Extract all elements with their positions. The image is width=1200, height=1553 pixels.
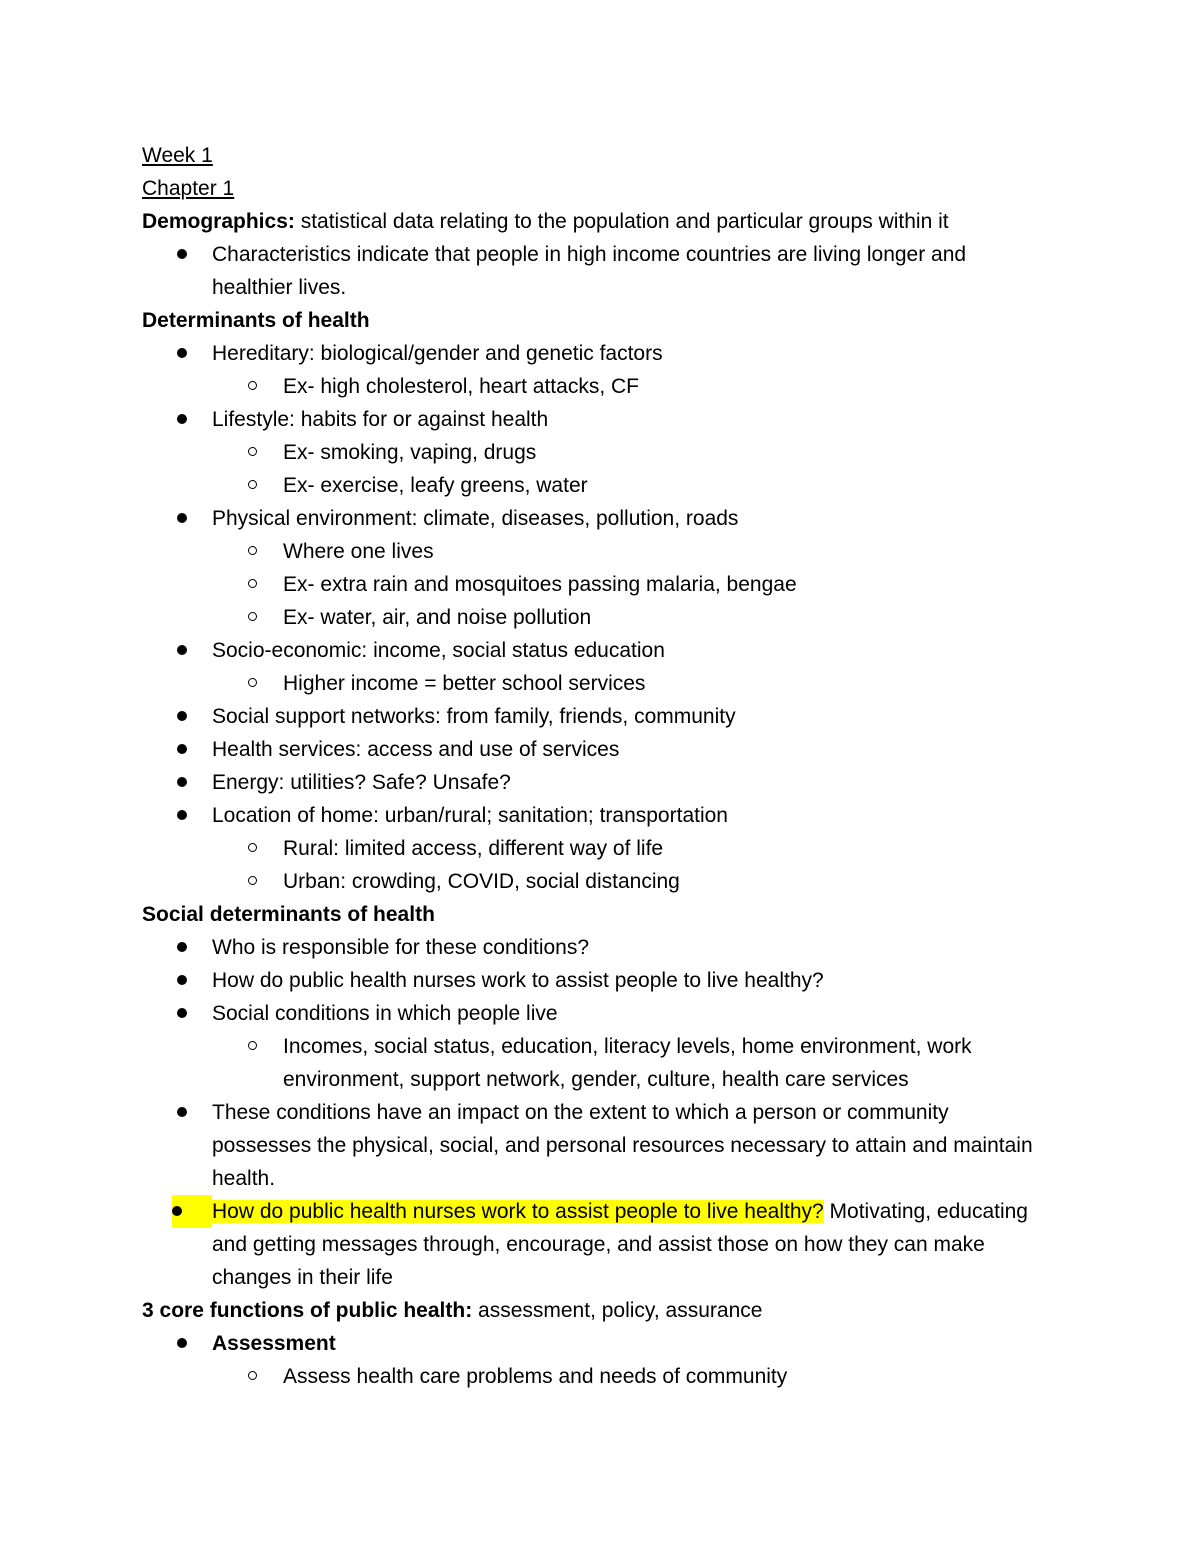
physical-sub-3: Ex- water, air, and noise pollution <box>283 606 592 629</box>
demographics-definition <box>142 205 949 238</box>
location-sub-2: Urban: crowding, COVID, social distancing <box>283 870 680 893</box>
bullet-disc-icon <box>177 337 189 370</box>
hereditary-item: Hereditary: biological/gender and genetic factors <box>212 342 663 365</box>
bullet-disc-icon <box>177 799 189 832</box>
assessment-item: Assessment <box>212 1332 336 1355</box>
social-conditions-item: Social conditions in which people live <box>212 1002 558 1025</box>
impact-line-2: possesses the physical, social, and personal resources necessary to attain and maintain <box>212 1134 1033 1157</box>
bullet-disc-icon <box>177 403 189 436</box>
social-conditions-sub-line1: Incomes, social status, education, literacy levels, home environment, work <box>283 1035 972 1058</box>
physical-sub-1: Where one lives <box>283 540 434 563</box>
social-question-1: Who is responsible for these conditions? <box>212 936 590 959</box>
assessment-sub-1: Assess health care problems and needs of community <box>283 1365 788 1388</box>
core-functions-list: assessment, policy, assurance <box>472 1299 763 1322</box>
bullet-circle-icon <box>248 535 260 568</box>
socio-economic-item: Socio-economic: income, social status education <box>212 639 665 662</box>
core-functions-line <box>142 1294 762 1327</box>
week-heading: Week 1 <box>142 144 213 167</box>
determinants-heading: Determinants of health <box>142 309 370 332</box>
social-question-2: How do public health nurses work to assist people to live healthy? <box>212 969 824 992</box>
bullet-disc-icon <box>177 766 189 799</box>
bullet-circle-icon <box>248 1030 260 1063</box>
bullet-disc-icon <box>177 700 189 733</box>
bullet-disc-icon <box>177 502 189 535</box>
social-conditions-sub-line2: environment, support network, gender, culture, health care services <box>283 1068 909 1091</box>
demographics-text: statistical data relating to the population and particular groups within it <box>294 210 949 233</box>
bullet-circle-icon <box>248 1360 260 1393</box>
impact-line-1: These conditions have an impact on the extent to which a person or community <box>212 1101 949 1124</box>
demographics-bullet-line2: healthier lives. <box>212 276 347 299</box>
hereditary-example: Ex- high cholesterol, heart attacks, CF <box>283 375 639 398</box>
core-functions-term: 3 core functions of public health: <box>142 1299 473 1322</box>
bullet-disc-icon <box>177 1096 189 1129</box>
location-item: Location of home: urban/rural; sanitation; transportation <box>212 804 728 827</box>
highlighted-question-line <box>212 1195 1028 1228</box>
bullet-circle-icon <box>248 667 260 700</box>
highlighted-answer-start: Motivating, educating <box>823 1200 1028 1223</box>
energy-item: Energy: utilities? Safe? Unsafe? <box>212 771 511 794</box>
bullet-disc-icon <box>177 997 189 1030</box>
bullet-circle-icon <box>248 832 260 865</box>
bullet-disc-icon <box>177 931 189 964</box>
bullet-circle-icon <box>248 370 260 403</box>
social-determinants-heading: Social determinants of health <box>142 903 435 926</box>
bullet-circle-icon <box>248 469 260 502</box>
demographics-term: Demographics: <box>142 210 295 233</box>
impact-line-3: health. <box>212 1167 276 1190</box>
highlighted-answer-line2: and getting messages through, encourage, and assist those on how they can make <box>212 1233 985 1256</box>
lifestyle-example-1: Ex- smoking, vaping, drugs <box>283 441 537 464</box>
socio-sub-1: Higher income = better school services <box>283 672 646 695</box>
bullet-disc-icon <box>177 1327 189 1360</box>
bullet-disc-icon <box>177 733 189 766</box>
bullet-disc-icon <box>177 634 189 667</box>
lifestyle-item: Lifestyle: habits for or against health <box>212 408 549 431</box>
bullet-circle-icon <box>248 568 260 601</box>
bullet-disc-icon <box>177 964 189 997</box>
social-support-item: Social support networks: from family, friends, community <box>212 705 736 728</box>
physical-environment-item: Physical environment: climate, diseases, pollution, roads <box>212 507 739 530</box>
location-sub-1: Rural: limited access, different way of life <box>283 837 664 860</box>
bullet-circle-icon <box>248 436 260 469</box>
highlighted-question: How do public health nurses work to assist people to live healthy? <box>212 1200 824 1223</box>
bullet-circle-icon <box>248 865 260 898</box>
physical-sub-2: Ex- extra rain and mosquitoes passing malaria, bengae <box>283 573 797 596</box>
bullet-disc-highlighted-icon <box>172 1195 212 1228</box>
bullet-disc-icon <box>177 238 189 271</box>
demographics-bullet-line1: Characteristics indicate that people in high income countries are living longer and <box>212 243 967 266</box>
health-services-item: Health services: access and use of services <box>212 738 620 761</box>
highlighted-answer-line3: changes in their life <box>212 1266 393 1289</box>
chapter-heading: Chapter 1 <box>142 177 235 200</box>
lifestyle-example-2: Ex- exercise, leafy greens, water <box>283 474 588 497</box>
bullet-circle-icon <box>248 601 260 634</box>
